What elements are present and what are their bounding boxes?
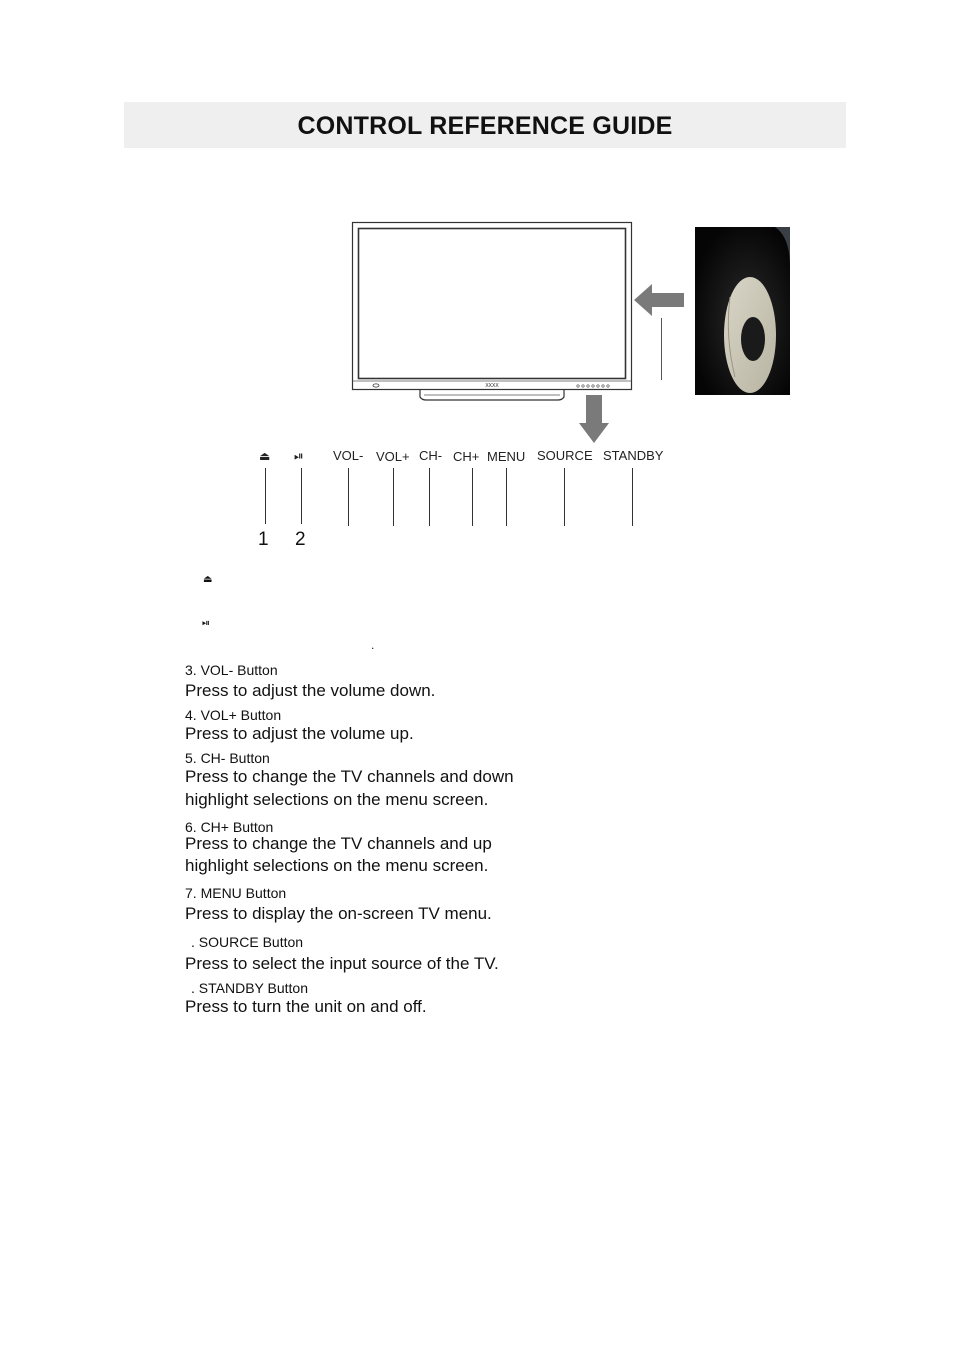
item-heading-ch-plus: 6. CH+ Button [185,819,274,835]
pointer-line-eject [265,468,266,524]
stray-dot: . [371,638,375,652]
tv-logo: XXXX [485,383,499,389]
label-source: SOURCE [537,448,593,463]
item-desc-ch-minus-1: Press to change the TV channels and down [185,767,514,786]
item-heading-source: . SOURCE Button [191,934,304,950]
item-heading-vol-minus: 3. VOL- Button [185,662,278,678]
item-heading-standby: . STANDBY Button [191,980,308,996]
pointer-line-vol-plus [393,468,394,526]
down-arrow-icon [578,395,610,445]
item-desc-menu: Press to display the on-screen TV menu. [185,904,492,923]
item-desc-ch-plus-1: Press to change the TV channels and up [185,834,492,853]
tv-screen [359,229,626,379]
item-desc-standby: Press to turn the unit on and off. [185,997,427,1016]
pointer-line-menu [506,468,507,526]
item-heading-vol-plus: 4. VOL+ Button [185,707,282,723]
label-menu: MENU [487,449,526,464]
pointer-line-ch-plus [472,468,473,526]
label-standby: STANDBY [603,448,664,463]
item-desc-vol-minus: Press to adjust the volume down. [185,681,436,700]
side-panel-photo [695,227,790,395]
side-pointer-line [661,318,662,380]
label-ch-plus: CH+ [453,449,480,464]
list-eject-icon: ⏏ [203,574,213,585]
title-bar [124,102,846,148]
pointer-line-source [564,468,565,526]
eject-icon: ⏏ [259,449,271,463]
item-desc-source: Press to select the input source of the TV. [185,954,499,973]
pointer-line-standby [632,468,633,526]
number-2: 2 [295,529,306,550]
pointer-line-vol-minus [348,468,349,526]
item-desc-ch-minus-2: highlight selections on the menu screen. [185,790,489,809]
page-title: CONTROL REFERENCE GUIDE [297,112,673,140]
item-heading-menu: 7. MENU Button [185,885,287,901]
pointer-line-ch-minus [429,468,430,526]
item-heading-ch-minus: 5. CH- Button [185,750,270,766]
label-ch-minus: CH- [419,448,443,463]
play-pause-icon: ⏯ [294,449,304,463]
pointer-line-play-pause [301,468,302,524]
side-arrow-icon [634,283,686,317]
item-desc-vol-plus: Press to adjust the volume up. [185,724,414,743]
label-vol-plus: VOL+ [376,449,410,464]
number-1: 1 [258,529,269,550]
list-play-pause-icon: ⏯ [202,618,210,629]
label-vol-minus: VOL- [333,448,364,463]
item-desc-ch-plus-2: highlight selections on the menu screen. [185,856,489,875]
